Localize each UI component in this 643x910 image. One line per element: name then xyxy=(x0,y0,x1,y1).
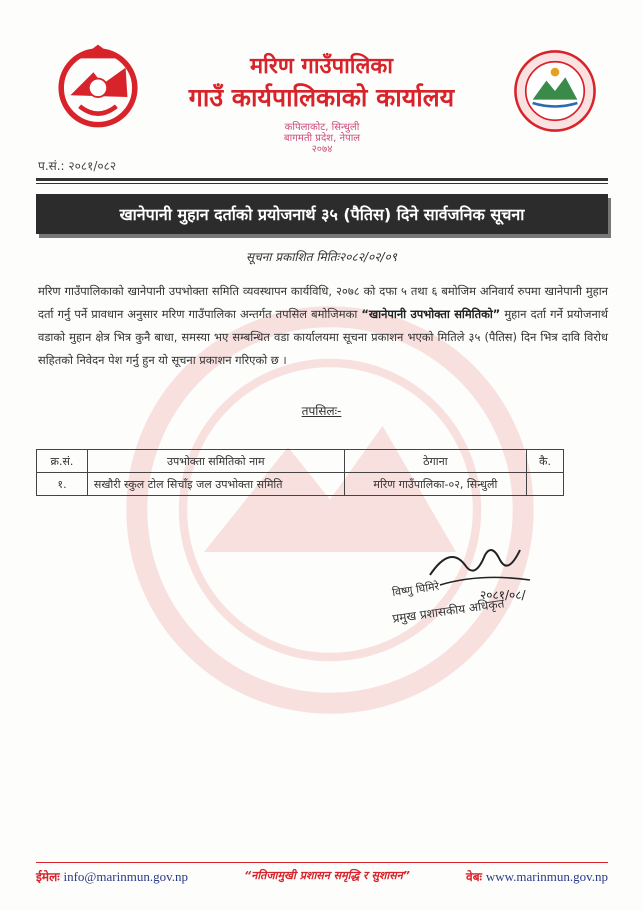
table-cell-remarks xyxy=(527,473,564,496)
footer-website xyxy=(466,868,608,885)
table-header-address: ठेगाना xyxy=(344,450,526,473)
table-header-sn: क्र.सं. xyxy=(37,450,88,473)
table-header-remarks: कै. xyxy=(527,450,564,473)
stamp-line-1: कपिलाकोट, सिन्धुली xyxy=(284,122,360,133)
notice-body-part1: मरिण गाउँपालिकाको खानेपानी उपभोक्ता समिति व्यवस्थापन कार्यविधि, २०७८ को दफा ५ तथा ६ बमोजिम अनिवार्य रुपमा खानेपानी मुहान दर्ता गर्नु पर्ने प्रावधान अनुसार मरिण गाउँपालिका अन्तर्गत तपसिल बमोजिमका xyxy=(38,284,608,321)
table-header-row xyxy=(37,450,564,473)
notice-body-part2: मुहान दर्ता गर्ने प्रयोजनार्थ वडाको मुहान क्षेत्र भित्र कुनै बाधा, समस्या भए सम्बन्धित वडा कार्यालयमा सूचना प्रकाशन भएको मितिले ३५ (पैतिस) दिन भित्र दावि विरोध सहितको निवेदन पेश गर्नु हुन यो सूचना प्रकाशन गरिएको छ । xyxy=(38,307,608,367)
committee-table xyxy=(36,449,564,496)
stamp-line-2: बागमती प्रदेश, नेपाल xyxy=(283,133,361,144)
website-link[interactable]: www.marinmun.gov.np xyxy=(485,869,608,884)
web-label: वेबः xyxy=(466,870,482,884)
email-label: ईमेलः xyxy=(36,870,60,884)
reference-number: प.सं.: २०८१/०८२ xyxy=(38,159,117,173)
table-cell-name: सखौरी स्कुल टोल सिचाँइ जल उपभोक्ता समिति xyxy=(87,473,344,496)
footer-email xyxy=(36,868,188,885)
table-header-name: उपभोक्ता समितिको नाम xyxy=(87,450,344,473)
header-divider xyxy=(36,178,608,181)
header-divider-thin xyxy=(36,183,608,184)
notice-title-banner xyxy=(36,194,608,234)
signatory-name: विष्णु घिमिरे xyxy=(391,579,440,600)
notice-title: खानेपानी मुहान दर्ताको प्रयोजनार्थ ३५ (पैतिस) दिने सार्वजनिक सूचना xyxy=(119,205,525,224)
footer-slogan: “नतिजामुखी प्रशासन समृद्धि र सुशासन” xyxy=(244,869,410,882)
footer-divider xyxy=(36,862,608,863)
signature-date: २०८१/०८/ xyxy=(480,588,526,602)
table-row xyxy=(37,473,564,496)
footer xyxy=(36,868,608,885)
publish-date: सूचना प्रकाशित मितिः२०८२/०२/०९ xyxy=(245,250,398,264)
stamp-line-3: २०७४ xyxy=(311,144,333,155)
office-stamp xyxy=(272,122,372,174)
municipality-name: मरिण गाउँपालिका xyxy=(250,54,393,79)
notice-body-bold: “खानेपानी उपभोक्ता समितिको” xyxy=(361,307,501,321)
notice-body xyxy=(38,280,608,372)
table-cell-address: मरिण गाउँपालिका-०२, सिन्धुली xyxy=(344,473,526,496)
table-cell-sn: १. xyxy=(37,473,88,496)
office-name: गाउँ कार्यपालिकाको कार्यालय xyxy=(188,83,455,112)
signatory-title: प्रमुख प्रशासकीय अधिकृत xyxy=(391,596,506,626)
tapsil-label: तपसिलः- xyxy=(301,404,342,418)
email-link[interactable]: info@marinmun.gov.np xyxy=(63,869,188,884)
signature-mark xyxy=(420,535,540,605)
